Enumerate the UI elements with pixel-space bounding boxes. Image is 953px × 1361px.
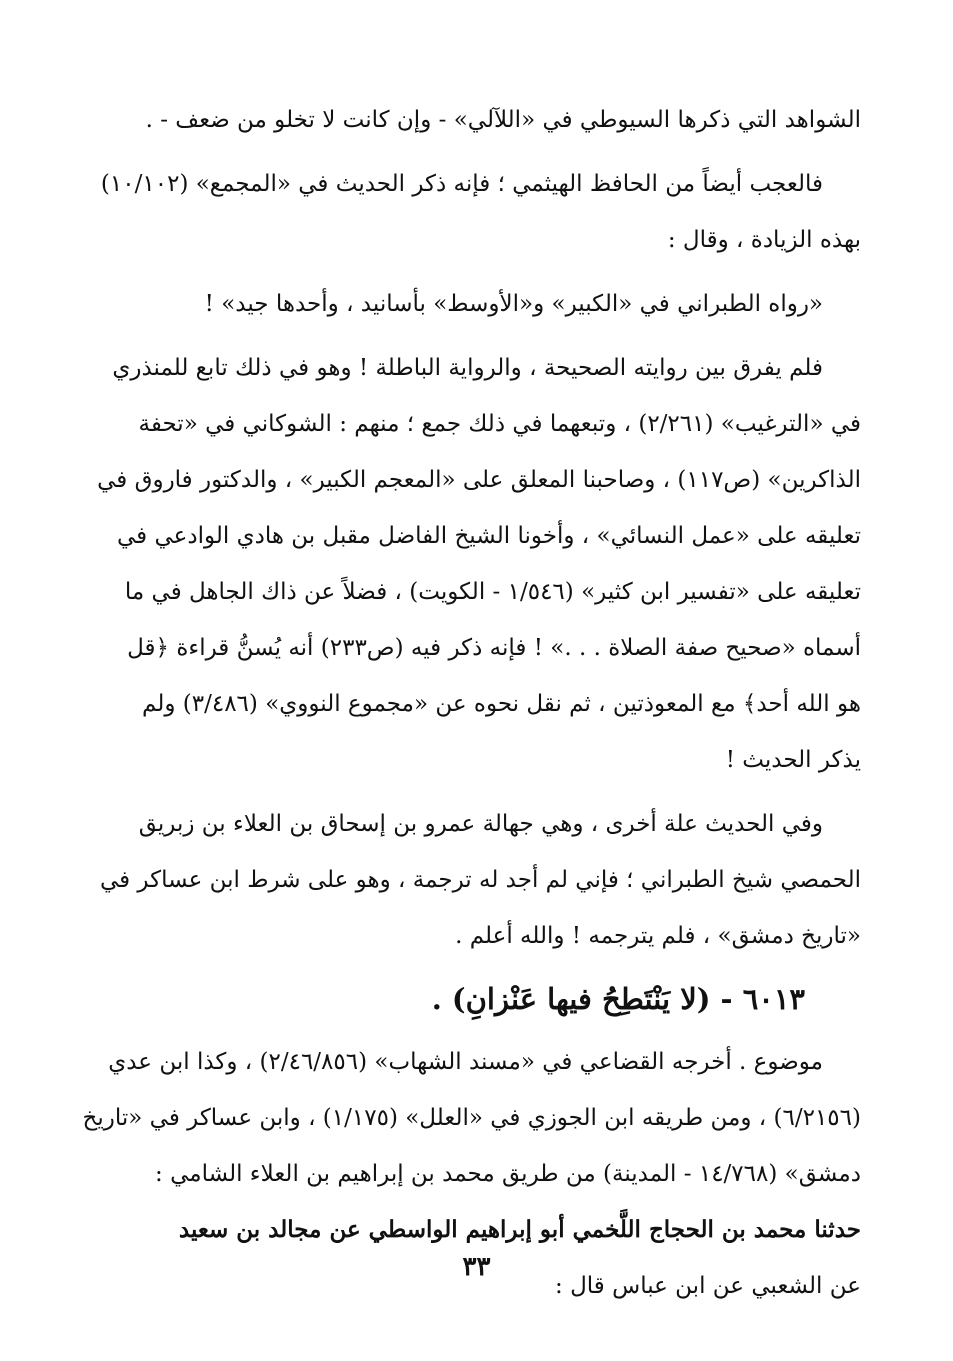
- text-line: يذكر الحديث !: [725, 747, 861, 773]
- text-line: بهذه الزيادة ، وقال :: [667, 227, 861, 253]
- text-line: فلم يفرق بين روايته الصحيحة ، والرواية الباطلة ! وهو في ذلك تابع للمنذري: [112, 355, 823, 381]
- text-line: الشواهد التي ذكرها السيوطي في «اللآلي» - وإن كانت لا تخلو من ضعف - .: [145, 107, 861, 133]
- text-line: الحمصي شيخ الطبراني ؛ فإني لم أجد له ترجمة ، وهو على شرط ابن عساكر في: [99, 867, 861, 893]
- text-line: (٦/٢١٥٦) ، ومن طريقه ابن الجوزي في «العلل» (١/١٧٥) ، وابن عساكر في «تاريخ: [82, 1105, 861, 1131]
- text-line: الذاكرين» (ص١١٧) ، وصاحبنا المعلق على «المعجم الكبير» ، والدكتور فاروق في: [97, 467, 861, 493]
- paragraph: [99, 796, 861, 964]
- hadith-heading: ٦٠١٣ - (لا يَنْتَطِحُ فيها عَنْزانِ) .: [431, 982, 805, 1016]
- text-line: هو الله أحد﴾ مع المعوذتين ، ثم نقل نحوه عن «مجموع النووي» (٣/٤٨٦) ولم: [142, 691, 861, 717]
- text-line: تعليقه على «عمل النسائي» ، وأخونا الشيخ الفاضل مقبل بن هادي الوادعي في: [117, 523, 861, 549]
- quote-paragraph: [118, 276, 861, 332]
- text-line: وفي الحديث علة أخرى ، وهي جهالة عمرو بن إسحاق بن العلاء بن زبريق: [138, 811, 823, 837]
- text-line: «رواه الطبراني في «الكبير» و«الأوسط» بأسانيد ، وأحدها جيد» !: [204, 291, 823, 317]
- isnad-line: حدثنا محمد بن الحجاج اللَّخمي أبو إبراهيم الواسطي عن مجالد بن سعيد: [178, 1216, 861, 1243]
- paragraph: [118, 92, 861, 148]
- text-line: موضوع . أخرجه القضاعي في «مسند الشهاب» (٢/٤٦/٨٥٦) ، وكذا ابن عدي: [108, 1049, 823, 1075]
- paragraph: [97, 340, 861, 788]
- text-line: «تاريخ دمشق» ، فلم يترجمه ! والله أعلم .: [455, 923, 861, 949]
- page-body: [82, 92, 861, 1314]
- text-line: دمشق» (١٤/٧٦٨ - المدينة) من طريق محمد بن إبراهيم بن العلاء الشامي :: [155, 1161, 861, 1187]
- page-number: ٣٣: [462, 1252, 491, 1282]
- paragraph: [100, 156, 861, 268]
- text-line: في «الترغيب» (٢/٢٦١) ، وتبعهما في ذلك جمع ؛ منهم : الشوكاني في «تحفة: [138, 411, 861, 437]
- text-line: فالعجب أيضاً من الحافظ الهيثمي ؛ فإنه ذكر الحديث في «المجمع» (١٠/١٠٢): [100, 171, 823, 197]
- text-line: أسماه «صحيح صفة الصلاة . . .» ! فإنه ذكر فيه (ص٢٣٣) أنه يُسنُّ قراءة ﴿قل: [127, 635, 861, 661]
- text-line: تعليقه على «تفسير ابن كثير» (١/٥٤٦ - الكويت) ، فضلاً عن ذاك الجاهل في ما: [124, 579, 861, 605]
- text-line: عن الشعبي عن ابن عباس قال :: [555, 1273, 861, 1299]
